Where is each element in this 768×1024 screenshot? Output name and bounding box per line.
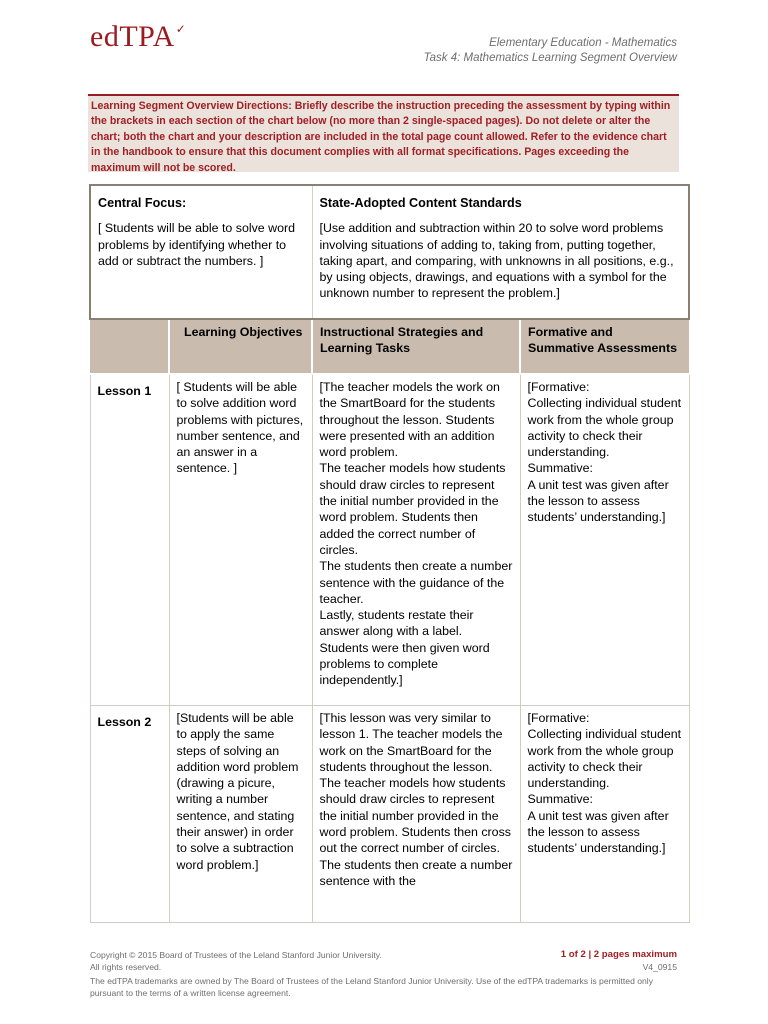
footer-page-count: 1 of 2 | 2 pages maximum: [560, 949, 677, 960]
standards-text: [Use addition and subtraction within 20 to solve word problems involving situations of adding to, taking from, putting together, taking apart, and comparing, with unknowns in all positions, e.g., by using objects, drawings, and equations with a symbol for the unknown number to represent the problem.]: [319, 221, 674, 301]
directions-box: Learning Segment Overview Directions: Briefly describe the instruction preceding the assessment by typing within the brackets in each section of the chart below (no more than 2 single-spaced pages). Do not delete or alter the chart; both the chart and your description are included in the total page count allowed. Refer to the evidence chart in the handbook to ensure that this document complies with all format specifications. Pages exceeding the maximum will not be scored.: [88, 94, 679, 172]
footer-copyright: Copyright © 2015 Board of Trustees of the Leland Stanford Junior University.: [90, 950, 382, 960]
header-task: Task 4: Mathematics Learning Segment Overview: [423, 52, 677, 64]
standards-cell: [312, 185, 689, 319]
lesson-row: [90, 374, 689, 706]
lesson-objectives: [ Students will be able to solve addition word problems with pictures, number sentence, and an answer in a sentence. ]: [169, 374, 312, 706]
central-focus-heading: Central Focus:: [98, 196, 187, 210]
footer-copyright-block: [90, 949, 382, 974]
footer-version: V4_0915: [642, 962, 677, 972]
standards-heading: State-Adopted Content Standards: [319, 196, 522, 210]
logo-text: edTPA: [90, 20, 175, 53]
central-focus-text: [ Students will be able to solve word problems by identifying whether to add or subtract the numbers. ]: [98, 221, 295, 268]
lesson-objectives: [Students will be able to apply the same steps of solving an addition word problem (drawing a picure, writing a number sentence, and stating their answer) in order to solve a subtraction word problem.]: [169, 706, 312, 923]
lesson-assessments: [Formative: Collecting individual student work from the whole group activity to check their understanding. Summative: A unit test was given after the lesson to assess students’ understanding.]: [520, 374, 689, 706]
lesson-row: [90, 706, 689, 923]
table-header-row: [90, 319, 689, 374]
lesson-strategies: [This lesson was very similar to lesson 1. The teacher models the work on the SmartBoard for the students throughout the lesson. The teacher models how students should draw circles to represent the initial number provided in the word problem. Students then cross out the correct number of circles. The students then create a number sentence with the: [312, 706, 520, 923]
footer-rights: All rights reserved.: [90, 962, 162, 973]
lesson-label: Lesson 2: [90, 706, 169, 923]
logo-check-icon: ✓: [175, 22, 187, 36]
header-objectives: Learning Objectives: [169, 319, 312, 374]
lesson-assessments: [Formative: Collecting individual student work from the whole group activity to check their understanding. Summative: A unit test was given after the lesson to assess students’ understanding.]: [520, 706, 689, 923]
edtpa-logo: [90, 20, 186, 54]
focus-standards-row: [90, 185, 689, 319]
header-subject: Elementary Education - Mathematics: [489, 37, 677, 49]
header-blank: [90, 319, 169, 374]
lesson-label: Lesson 1: [90, 374, 169, 706]
header-assessments: Formative and Summative Assessments: [520, 319, 689, 374]
header-strategies: Instructional Strategies and Learning Tasks: [312, 319, 520, 374]
segment-overview-table: [89, 184, 690, 923]
lesson-strategies: [The teacher models the work on the SmartBoard for the students throughout the lesson. Students were presented with an addition word problem. The teacher models how students should draw circles to represent the initial number provided in the word problem. Students then added the correct number of circles. The students then create a number sentence with the guidance of the teacher. Lastly, students restate their answer along with a label. Students were then given word problems to complete independently.]: [312, 374, 520, 706]
central-focus-cell: [90, 185, 312, 319]
footer-trademark: The edTPA trademarks are owned by The Board of Trustees of the Leland Stanford Junior University. Use of the edTPA trademarks is permitted only pursuant to the terms of a written license agreement.: [90, 976, 654, 999]
